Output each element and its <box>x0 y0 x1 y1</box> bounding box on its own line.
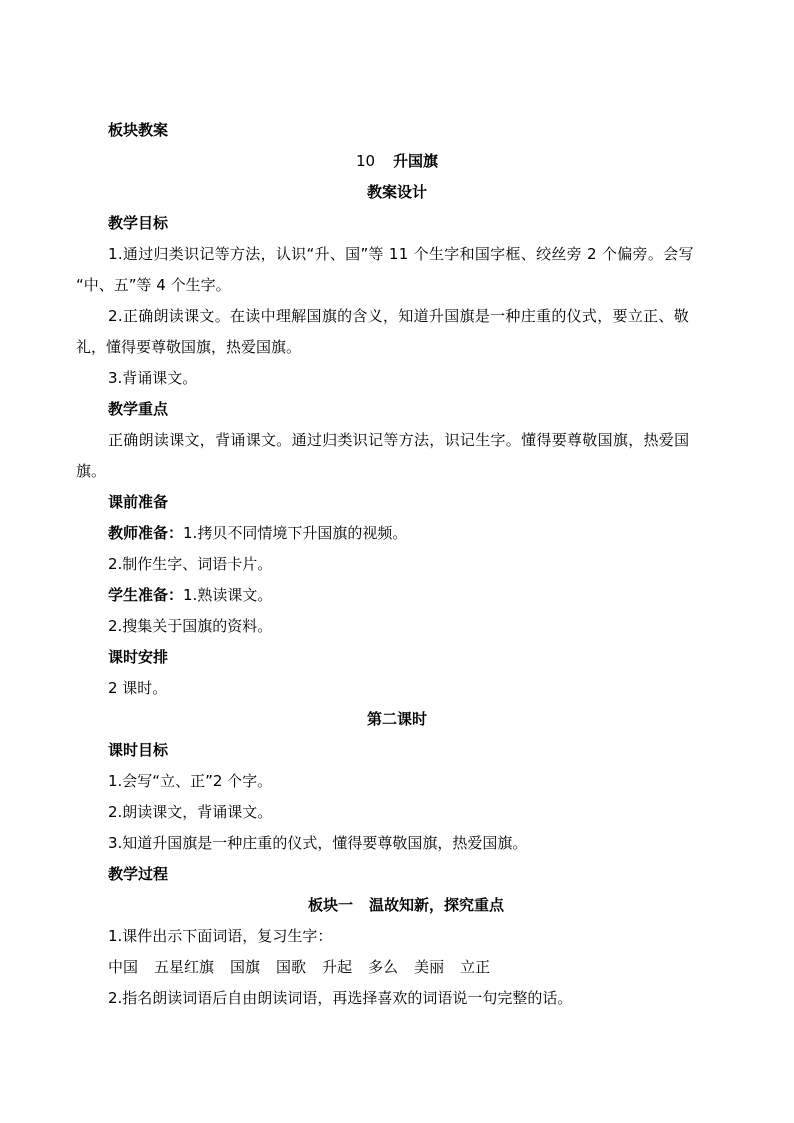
focus-line-1: 正确朗读课文，背诵课文。通过归类识记等方法，识记生字。懂得要尊敬国旗，热爱国 <box>108 431 690 449</box>
goal-3: 3.背诵课文。 <box>108 369 198 387</box>
teacher-prep-2: 2.制作生字、词语卡片。 <box>108 555 273 573</box>
teacher-prep <box>108 523 407 543</box>
period-goal-2: 2.朗读课文，背诵课文。 <box>108 803 273 821</box>
word-item: 国歌 <box>276 958 307 976</box>
teacher-prep-label: 教师准备： <box>108 524 184 542</box>
process-heading: 教学过程 <box>108 865 169 883</box>
doc-header: 板块教案 <box>108 121 169 139</box>
goal-2-line-2: 礼，懂得要尊敬国旗，热爱国旗。 <box>76 338 302 356</box>
step-1: 1.课件出示下面词语，复习生字： <box>108 927 333 945</box>
student-prep-2: 2.搜集关于国旗的资料。 <box>108 617 273 635</box>
word-item: 五星红旗 <box>154 958 215 976</box>
lesson-name: 升国旗 <box>393 152 439 170</box>
period-goal-1: 1.会写“立、正”2 个字。 <box>108 772 273 790</box>
student-prep <box>108 585 272 605</box>
goal-1-line-2: “中、五”等 4 个生字。 <box>76 276 231 294</box>
word-item: 中国 <box>108 958 139 976</box>
schedule-heading: 课时安排 <box>108 648 169 666</box>
goal-1-line-1: 1.通过归类识记等方法，认识“升、国”等 11 个生字和国字框、绞丝旁 2 个偏旁。会写 <box>108 245 694 263</box>
focus-line-2: 旗。 <box>76 462 107 480</box>
second-period-title: 第二课时 <box>366 710 427 728</box>
focus-heading: 教学重点 <box>108 400 169 418</box>
goal-2-line-1: 2.正确朗读课文。在读中理解国旗的含义，知道升国旗是一种庄重的仪式，要立正、敬 <box>108 307 690 325</box>
period-goal-3: 3.知道升国旗是一种庄重的仪式，懂得要尊敬国旗，热爱国旗。 <box>108 834 528 852</box>
lesson-title <box>0 151 794 171</box>
period-goals-heading: 课时目标 <box>108 741 169 759</box>
lesson-number: 10 <box>355 152 376 170</box>
word-item: 美丽 <box>414 958 445 976</box>
block-1-label: 板块一 <box>308 896 354 914</box>
block-1-title <box>308 895 504 915</box>
student-prep-1: 1.熟读课文。 <box>183 586 273 604</box>
design-title: 教案设计 <box>366 183 427 201</box>
word-item: 国旗 <box>230 958 261 976</box>
goals-heading: 教学目标 <box>108 214 169 232</box>
block-1-name: 温故知新，探究重点 <box>369 896 505 914</box>
word-item: 多么 <box>368 958 399 976</box>
teacher-prep-1: 1.拷贝不同情境下升国旗的视频。 <box>183 524 408 542</box>
step-2: 2.指名朗读词语后自由朗读词语，再选择喜欢的词语说一句完整的话。 <box>108 989 573 1007</box>
schedule-value: 2 课时。 <box>108 679 168 697</box>
word-item: 立正 <box>460 958 491 976</box>
student-prep-label: 学生准备： <box>108 586 184 604</box>
prep-heading: 课前准备 <box>108 493 169 511</box>
word-item: 升起 <box>322 958 353 976</box>
word-list <box>108 957 490 977</box>
